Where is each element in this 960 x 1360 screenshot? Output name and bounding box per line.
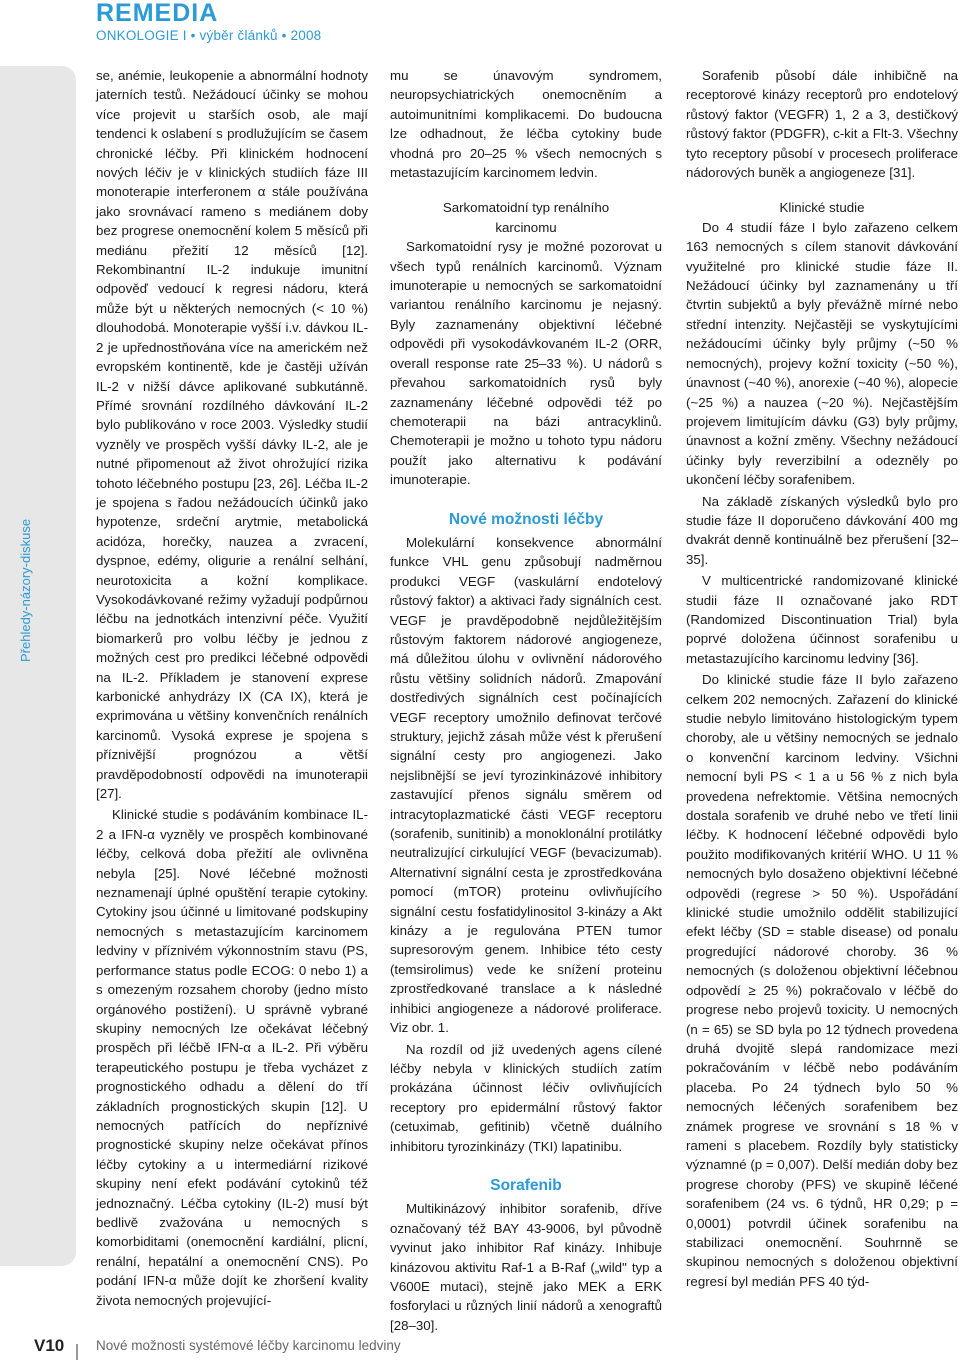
paragraph: Klinické studie s podáváním kombinace IL-2 a IFN-α vyzněly ve prospěch kombinované léčby, celková doba přežití ale ovlivněna nebyla [25]. Nové léčebné možnosti neznamenají úplné opuštění terapie cytokiny. Cytokiny jsou účinné u limitované podskupiny nemocných s metastazujícím karcinomem ledviny v příznivém výkonnostním stavu (PS, performance status podle ECOG: 0 nebo 1) a s omezeným rozsahem choroby (jedno místo orgánového postižení). U správně vybrané skupiny nemocných lze očekávat léčebný prospěch při léčbě IFN-α a IL-2. Při výběru terapeutického postupu je třeba vycházet z prognostického odhadu a dělení do tří základních prognostických skupin [12]. U nemocných patřících do nepříznivé prognostické skupiny nelze očekávat přínos léčby cytokiny a u intermediární rizikové skupiny není efekt podávání cytokinů též jednoznačný. Léčba cytokiny (IL-2) musí být bedlivě zvažována u nemocných s komorbiditami (onemocnění kardiální, plicní, renální, hepatální a onemocnění CNS). Po podání IFN-α může dojít ke zhoršení kvality života nemocných projevující-	[96, 807, 368, 1308]
paragraph: Na základě získaných výsledků bylo pro studie fáze II doporučeno dávkování 400 mg dvakrát denně kontinuálně bez přerušení [32–35].	[686, 493, 958, 567]
subheading-line: Sarkomatoidní typ renálního	[442, 200, 610, 216]
page-number: V10	[34, 1336, 65, 1355]
journal-subtitle: ONKOLOGIE I • výběr článků • 2008	[96, 28, 322, 43]
side-tab	[0, 66, 76, 1266]
subheading: Klinické studie	[779, 200, 865, 216]
paragraph: Na rozdíl od již uvedených agens cílené léčby nebyla v klinických studiích zatím prokázána účinnost léčiv ovlivňujících receptory pro epidermální růstový faktor (cetuximab, gefitinib) včetně duálního inhibitoru tyrozinkinázy (TKI) lapatinibu.	[390, 1041, 662, 1154]
paragraph: Multikinázový inhibitor sorafenib, dříve označovaný též BAY 43-9006, byl původně vyvinut jako inhibitor Raf kinázy. Inhibuje kinázovou aktivitu Raf-1 a B-Raf („wild" typ a V600E mutaci), stejně jako MEK a ERK fosforylaci u různých linií nádorů a xenograftů [28–30].	[390, 1201, 662, 1333]
column-1	[96, 66, 368, 1312]
paragraph: V multicentrické randomizované klinické studii fáze II označované jako RDT (Randomized Discontinuation Trial) byla poprvé doložena účinnost sorafenibu u metastazujícího karcinomu ledviny [36].	[686, 573, 958, 666]
article-title: Nové možnosti systémové léčby karcinomu ledviny	[96, 1338, 401, 1353]
column-3	[686, 66, 958, 1293]
section-heading: Nové možnosti léčby	[448, 510, 604, 528]
paragraph: Molekulární konsekvence abnormální funkce VHL genu způsobují nadměrnou produkci VEGF (vaskulární endotelový růstový faktor) a aktivaci řady signálních cest. VEGF je pravděpodobně nejdůležitějším růstovým faktorem nádorové angiogeneze, má důležitou úlohu v ovlivnění nádorového růstu většiny solidních nádorů. Zmapování dostředivých signálních cest počínajících VEGF receptory umožnilo definovat terčové struktury, jejichž zásah může vést k přerušení signální cesty pro angiogenezi. Jako nejslibnější se jeví tyrozinkinázové inhibitory zastavující přenos signálu směrem od intracytoplazmatické části VEGF receptoru (sorafenib, sunitinib) a monoklonální protilátky neutralizující cirkulující VEGF (bevacizumab). Alternativní signální cesta je zprostředkována pomocí (mTOR) proteinu ovlivňujícího signální cestu fosfatidylinositol 3-kinázy a Akt kinázy a je regulována PTEN tumor supresorovým genem. Inhibice této cesty (temsirolimus) vede ke snížení proteinu zprostředkované translace a k následné inhibici angiogeneze a nádorové proliferace. Viz obr. 1.	[390, 534, 662, 1036]
subheading	[390, 198, 662, 237]
paragraph: Do klinické studie fáze II bylo zařazeno celkem 202 nemocných. Zařazení do klinické studie nebylo limitováno histologickým typem choroby, ale u většiny nemocných se jednalo o konvenční karcinom ledviny. Všichni nemocní byli PS < 1 a u 56 % z nich byla provedena nefrektomie. Většina nemocných dostala sorafenib ve druhé nebo ve třetí linii léčby. K hodnocení léčebné odpovědi bylo použito modifikovaných kritérií WHO. U 11 % nemocných bylo dosaženo objektivní léčebné odpovědi (regrese > 50 %). Uspořádání klinické studie umožnilo oddělit stabilizující efekt léčby (SD = stable disease) od ponalu progredující nádorové choroby. 36 % nemocných (s doloženou objektivní léčebnou odpovědí ≥ 25 %) pokračovalo v léčbě do progrese nebo projevů toxicity. U nemocných (n = 65) se SD byla po 12 týdnech provedena druhá dvojitě slepá randomizace mezi pokračováním v léčbě nebo podáváním placeba. Po 24 týdnech bylo 50 % nemocných léčených sorafenibem bez známek progrese ve srovnání s 18 % v rameni s placebem. Rozdíly byly statisticky významné (p = 0,007). Delší medián doby bez progrese choroby (PFS) ve skupině léčené sorafenibem (24 vs. 6 týdnů, HR 0,29; p = 0,0001) potvrdil účinek sorafenibu na stabilizaci onemocnění. Souhrnně se skupinou nemocných s doloženou objektivní regresí byl medián PFS 40 týd-	[686, 672, 958, 1289]
paragraph: mu se únavovým syndromem, neuropsychiatrických onemocněním a autoimunitními komplikacemi. Do budoucna lze odhadnout, že léčba cytokiny bude vhodná pro 20–25 % všech nemocných s metastazujícím karcinomem ledvin.	[390, 68, 662, 181]
section-heading: Sorafenib	[490, 1176, 562, 1194]
paragraph: Do 4 studií fáze I bylo zařazeno celkem 163 nemocných s cílem stanovit dávkování využitelné pro klinické studie fáze II. Nežádoucí účinky byl zaznamenány u tří čtvrtin subjektů a byly převážně mírné nebo střední intenzity. Nejčastěji se vyskytujícími nežádoucími účinky byly průjmy (~50 % nemocných), projevy kožní toxicity (~50 %), únavnost (~40 %), anorexie (~40 %), alopecie (~25 %) a nauzea (~20 %). Nejčastějším projevem limitujícím dávku (G3) byly průjmy, únavnost a kožní změny. Všechny nežádoucí účinky byly reverzibilní a odezněly po ukončení léčby sorafenibem.	[686, 219, 958, 488]
journal-logo: REMEDIA	[96, 0, 219, 27]
paragraph: Sorafenib působí dále inhibičně na receptorové kinázy receptorů pro endotelový růstový faktor (VEGFR) 1, 2 a 3, destičkový růstový faktor (PDGFR), c-kit a Flt-3. Všechny tyto receptory působí v procesech proliferace nádorových buněk a angiogeneze [31].	[686, 68, 958, 181]
column-2	[390, 66, 662, 1337]
subheading-line: karcinomu	[495, 219, 557, 235]
header	[96, 0, 321, 43]
footer-divider	[76, 1344, 78, 1360]
paragraph: Sarkomatoidní rysy je možné pozorovat u všech typů renálních karcinomů. Význam imunoterapie u nemocných se sarkomatoidní variantou renálního karcinomu je nejasný. Byly zaznamenány objektivní léčebné odpovědi při vysokodávkovaném IL-2 (ORR, overall response rate 25–33 %). U nádorů s převahou sarkomatoidních rysů byly zaznamenány léčebné odpovědi též po chemoterapii na bázi antracyklinů. Chemoterapii je možno u tohoto typu nádoru použít jako alternativu k podávání imunoterapie.	[390, 239, 662, 488]
paragraph: se, anémie, leukopenie a abnormální hodnoty jaterních testů. Nežádoucí účinky se mohou více projevit u starších osob, ale mají tendenci k oslabení s prodlužujícím se časem chronické léčby. Při klinickém hodnocení nových léčiv je v klinických studiích fáze III monoterapie interferonem α stále používána jako srovnávací rameno s mediánem doby bez progrese onemocnění kolem 5 měsíců při mediánu přežití 12 měsíců [12]. Rekombinantní IL-2 indukuje imunitní odpověď vedoucí k regresi nádoru, která může být u některých nemocných (< 10 %) dlouhodobá. Monoterapie vyšší i.v. dávkou IL-2 je upřednostňována více na americkém než evropském kontinentě, kde je častěji užíván IL-2 v nižší dávce aplikované subkutánně. Přímé srovnání rozdílného dávkování IL-2 bylo publikováno v roce 2003. Výsledky studií vyzněly ve prospěch vyšší dávky IL-2, ale je nutné připomenout až život ohrožující rizika tohoto léčebného postupu [23, 26]. Léčba IL-2 je spojena s řadou nežádoucích účinků jako hypotenze, srdeční arytmie, metabolická acidóza, horečky, nauzea a zvracení, dyspnoe, edémy, oligurie a renální selhání, neurotoxicita a kožní komplikace. Vysokodávkované režimy vyžadují podpůrnou léčbu na jednotkách intenzivní péče. Využití biomarkerů pro volbu léčby je jednou z možných cest pro predikci léčebné odpovědi na IL-2. Příkladem je stanovení exprese karbonické anhydrázy IX (CA IX), která je exprimována u většiny konvenčních renálních karcinomů. Vysoká exprese je spojena s příznivější prognózou a větší pravděpodobností odpovědi na imunoterapii [27].	[96, 68, 368, 802]
section-label: Přehledy-názory-diskuse	[18, 518, 33, 662]
